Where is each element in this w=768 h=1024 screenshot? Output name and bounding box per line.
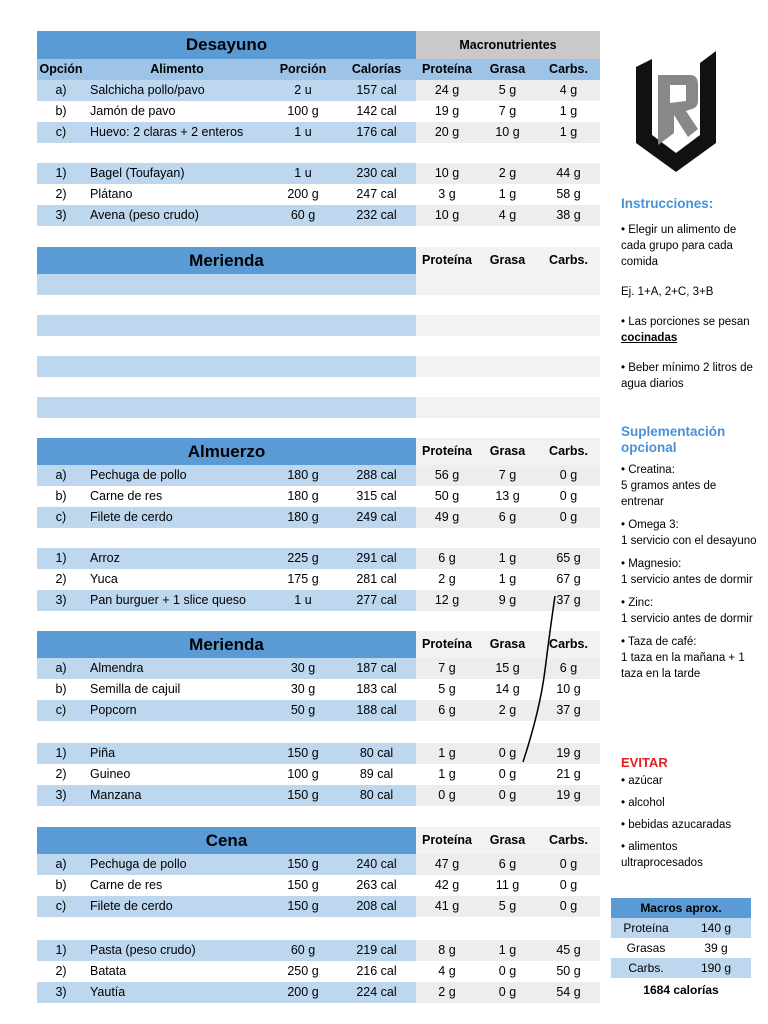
macros-value: 190 g	[700, 961, 732, 975]
supplement-item	[621, 556, 761, 588]
carbs-cell: 1 g	[559, 104, 578, 118]
table-row	[37, 785, 600, 806]
supplement-dose: 1 servicio antes de dormir	[621, 574, 753, 586]
almuerzo-proteina-header: Proteína	[416, 438, 478, 465]
protein-cell: 8 g	[416, 940, 478, 961]
merienda1-empty-row	[37, 356, 600, 377]
calories-cell: 232 cal	[337, 205, 416, 226]
table-row	[37, 961, 600, 982]
protein-cell: 12 g	[416, 590, 478, 611]
protein-cell: 50 g	[434, 489, 460, 503]
option-cell: 1)	[37, 743, 85, 764]
carbs-cell: 10 g	[556, 682, 581, 696]
portion-cell: 150 g	[269, 854, 337, 875]
calories-cell: 247 cal	[356, 187, 397, 201]
carbs-cell: 4 g	[537, 80, 600, 101]
option-cell: 2)	[55, 964, 67, 978]
table-row	[37, 764, 600, 785]
protein-cell: 56 g	[416, 465, 478, 486]
portion-cell: 2 u	[269, 80, 337, 101]
portion-cell: 200 g	[269, 982, 337, 1003]
supplement-name: • Creatina:	[621, 464, 675, 476]
col-porcion: Porción	[279, 62, 327, 76]
protein-cell: 4 g	[438, 964, 456, 978]
instruction-2	[621, 314, 761, 346]
merienda1-carbs-header: Carbs.	[537, 247, 600, 274]
carbs-cell: 37 g	[537, 590, 600, 611]
food-cell: Pechuga de pollo	[85, 465, 269, 486]
fat-cell: 0 g	[478, 743, 537, 764]
merienda1-empty-row	[37, 315, 600, 336]
food-cell: Semilla de cajuil	[90, 682, 181, 696]
table-row	[37, 940, 600, 961]
option-cell: b)	[55, 104, 67, 118]
supplement-name: • Zinc:	[621, 597, 654, 609]
calories-cell: 208 cal	[337, 896, 416, 917]
fat-cell: 0 g	[478, 982, 537, 1003]
calories-cell: 183 cal	[356, 682, 397, 696]
food-cell: Popcorn	[85, 700, 269, 721]
macros-label: Carbs.	[628, 961, 664, 975]
instruction-example: Ej. 1+A, 2+C, 3+B	[621, 286, 714, 298]
protein-cell: 2 g	[438, 572, 456, 586]
fat-cell: 1 g	[478, 548, 537, 569]
portion-cell: 30 g	[290, 682, 316, 696]
col-calorias: Calorías	[351, 62, 402, 76]
option-cell: a)	[37, 465, 85, 486]
portion-cell: 250 g	[287, 964, 319, 978]
table-row	[37, 163, 600, 184]
portion-cell: 100 g	[287, 104, 319, 118]
calories-cell: 291 cal	[337, 548, 416, 569]
carbs-cell: 65 g	[537, 548, 600, 569]
protein-cell: 7 g	[416, 658, 478, 679]
option-cell: 2)	[55, 767, 67, 781]
merienda1-empty-row	[37, 274, 600, 295]
option-cell: c)	[37, 896, 85, 917]
almuerzo-grasa-header: Grasa	[478, 438, 537, 465]
protein-cell: 2 g	[416, 982, 478, 1003]
supplement-item	[621, 634, 761, 682]
portion-cell: 30 g	[269, 658, 337, 679]
desayuno-title: Desayuno	[37, 31, 416, 59]
col-grasa: Grasa	[489, 62, 526, 76]
carbs-cell: 0 g	[537, 896, 600, 917]
calories-cell: 188 cal	[337, 700, 416, 721]
carbs-cell: 19 g	[537, 743, 600, 764]
option-cell: a)	[37, 80, 85, 101]
protein-cell: 19 g	[434, 104, 460, 118]
macros-label: Proteína	[623, 921, 669, 935]
food-cell: Arroz	[85, 548, 269, 569]
option-cell: c)	[37, 507, 85, 528]
merienda2-proteina-header: Proteína	[416, 631, 478, 658]
supplement-dose: 1 taza en la mañana + 1 taza en la tarde	[621, 652, 745, 680]
avoid-item: • azúcar	[621, 775, 663, 787]
fat-cell: 13 g	[495, 489, 520, 503]
macros-label: Grasas	[626, 941, 666, 955]
protein-cell: 10 g	[416, 205, 478, 226]
protein-cell: 20 g	[416, 122, 478, 143]
calories-cell: 216 cal	[356, 964, 397, 978]
option-cell: 3)	[37, 590, 85, 611]
food-cell: Plátano	[90, 187, 133, 201]
calories-cell: 89 cal	[359, 767, 394, 781]
food-cell: Salchicha pollo/pavo	[85, 80, 269, 101]
carbs-cell: 67 g	[556, 572, 581, 586]
col-alimento: Alimento	[150, 62, 204, 76]
portion-cell: 180 g	[269, 465, 337, 486]
food-cell: Bagel (Toufayan)	[85, 163, 269, 184]
food-cell: Piña	[85, 743, 269, 764]
merienda2-carbs-header: Carbs.	[537, 631, 600, 658]
food-cell: Carne de res	[90, 878, 163, 892]
calories-cell: 187 cal	[337, 658, 416, 679]
portion-cell: 1 u	[269, 163, 337, 184]
calories-cell: 249 cal	[337, 507, 416, 528]
portion-cell: 100 g	[287, 767, 319, 781]
option-cell: b)	[55, 489, 67, 503]
calories-cell: 277 cal	[337, 590, 416, 611]
option-cell: 3)	[37, 205, 85, 226]
merienda1-title: Merienda	[37, 247, 416, 274]
instruction-2-text: • Las porciones se pesan	[621, 316, 750, 328]
carbs-cell: 58 g	[556, 187, 581, 201]
calories-cell: 80 cal	[337, 743, 416, 764]
supplement-dose: 5 gramos antes de entrenar	[621, 480, 717, 508]
fat-cell: 4 g	[478, 205, 537, 226]
instructions-title: Instrucciones:	[621, 196, 714, 211]
fat-cell: 14 g	[495, 682, 520, 696]
macros-value: 39 g	[704, 941, 728, 955]
table-row	[37, 465, 600, 486]
merienda1-grasa-header: Grasa	[478, 247, 537, 274]
pen-stroke	[515, 590, 565, 765]
portion-cell: 60 g	[269, 205, 337, 226]
carbs-cell: 38 g	[537, 205, 600, 226]
food-cell: Pechuga de pollo	[85, 854, 269, 875]
calories-cell: 142 cal	[356, 104, 397, 118]
food-cell: Almendra	[85, 658, 269, 679]
merienda1-proteina-header: Proteína	[416, 247, 478, 274]
table-row	[37, 982, 600, 1003]
calories-cell: 230 cal	[337, 163, 416, 184]
fat-cell: 5 g	[478, 80, 537, 101]
instruction-2-underlined: cocinadas	[621, 332, 678, 344]
macronutrientes-header: Macronutrientes	[416, 31, 600, 59]
option-cell: 2)	[55, 187, 67, 201]
option-cell: a)	[37, 854, 85, 875]
avoid-panel	[621, 755, 761, 877]
portion-cell: 150 g	[269, 896, 337, 917]
macros-title: Macros aprox.	[611, 898, 751, 918]
option-cell: c)	[37, 700, 85, 721]
food-cell: Jamón de pavo	[90, 104, 176, 118]
table-row	[37, 486, 600, 507]
carbs-cell: 44 g	[537, 163, 600, 184]
table-row	[37, 101, 600, 122]
supplement-name: • Magnesio:	[621, 558, 682, 570]
macros-row	[611, 938, 751, 958]
carbs-cell: 19 g	[537, 785, 600, 806]
portion-cell: 200 g	[287, 187, 319, 201]
supplement-dose: 1 servicio antes de dormir	[621, 613, 753, 625]
option-cell: b)	[55, 878, 67, 892]
avoid-item: • alimentos ultraprocesados	[621, 841, 703, 869]
protein-cell: 10 g	[416, 163, 478, 184]
protein-cell: 1 g	[416, 743, 478, 764]
supplement-name: • Omega 3:	[621, 519, 679, 531]
carbs-cell: 0 g	[537, 854, 600, 875]
instructions-panel	[621, 196, 761, 392]
protein-cell: 6 g	[416, 548, 478, 569]
fat-cell: 15 g	[478, 658, 537, 679]
option-cell: 1)	[37, 163, 85, 184]
table-row	[37, 507, 600, 528]
protein-cell: 1 g	[438, 767, 456, 781]
portion-cell: 225 g	[269, 548, 337, 569]
cena-proteina-header: Proteína	[416, 827, 478, 854]
carbs-cell: 50 g	[556, 964, 581, 978]
macros-row	[611, 918, 751, 938]
supplement-item	[621, 462, 761, 510]
food-cell: Yautía	[85, 982, 269, 1003]
portion-cell: 180 g	[287, 489, 319, 503]
table-row	[37, 548, 600, 569]
table-row	[37, 896, 600, 917]
supplement-item	[621, 595, 761, 627]
macros-value: 140 g	[700, 921, 732, 935]
carbs-cell: 37 g	[537, 700, 600, 721]
portion-cell: 1 u	[269, 122, 337, 143]
calories-cell: 240 cal	[337, 854, 416, 875]
cena-carbs-header: Carbs.	[537, 827, 600, 854]
calories-cell: 315 cal	[356, 489, 397, 503]
option-cell: 2)	[55, 572, 67, 586]
table-row	[37, 569, 600, 590]
calories-cell: 281 cal	[356, 572, 397, 586]
fat-cell: 6 g	[478, 854, 537, 875]
cena-title: Cena	[37, 827, 416, 854]
food-cell: Yuca	[90, 572, 118, 586]
avoid-item: • alcohol	[621, 797, 665, 809]
portion-cell: 180 g	[269, 507, 337, 528]
food-cell: Guineo	[90, 767, 131, 781]
supplement-dose: 1 servicio con el desayuno	[621, 535, 757, 547]
food-cell: Avena (peso crudo)	[85, 205, 269, 226]
avoid-title: EVITAR	[621, 755, 668, 770]
fat-cell: 11 g	[495, 878, 520, 892]
carbs-cell: 45 g	[537, 940, 600, 961]
table-row	[37, 875, 600, 896]
calories-cell: 224 cal	[337, 982, 416, 1003]
almuerzo-title: Almuerzo	[37, 438, 416, 465]
fat-cell: 9 g	[478, 590, 537, 611]
fat-cell: 10 g	[478, 122, 537, 143]
table-row	[37, 184, 600, 205]
supplement-name: • Taza de café:	[621, 636, 697, 648]
macros-total: 1684 calorías	[643, 983, 719, 997]
instruction-3: • Beber mínimo 2 litros de agua diarios	[621, 362, 753, 390]
fat-cell: 1 g	[498, 572, 517, 586]
food-cell: Pasta (peso crudo)	[85, 940, 269, 961]
food-cell: Pan burguer + 1 slice queso	[85, 590, 269, 611]
option-cell: a)	[37, 658, 85, 679]
protein-cell: 5 g	[438, 682, 456, 696]
fat-cell: 2 g	[478, 163, 537, 184]
portion-cell: 1 u	[269, 590, 337, 611]
carbs-cell: 6 g	[537, 658, 600, 679]
almuerzo-carbs-header: Carbs.	[537, 438, 600, 465]
macros-row	[611, 958, 751, 978]
col-proteina: Proteína	[421, 62, 472, 76]
carbs-cell: 0 g	[537, 465, 600, 486]
fat-cell: 0 g	[498, 767, 517, 781]
calories-cell: 157 cal	[337, 80, 416, 101]
portion-cell: 150 g	[269, 785, 337, 806]
merienda2-title: Merienda	[37, 631, 416, 658]
portion-cell: 60 g	[269, 940, 337, 961]
fat-cell: 2 g	[478, 700, 537, 721]
merienda1-empty-row	[37, 397, 600, 418]
option-cell: b)	[55, 682, 67, 696]
calories-cell: 80 cal	[337, 785, 416, 806]
option-cell: 3)	[37, 785, 85, 806]
table-row	[37, 854, 600, 875]
merienda2-grasa-header: Grasa	[478, 631, 537, 658]
supplements-title: Suplementación opcional	[621, 424, 726, 455]
col-carbs: Carbs.	[549, 62, 588, 76]
option-cell: 1)	[37, 548, 85, 569]
shield-r-logo-icon	[630, 45, 722, 175]
portion-cell: 150 g	[287, 878, 319, 892]
avoid-item: • bebidas azucaradas	[621, 819, 732, 831]
option-cell: 1)	[37, 940, 85, 961]
fat-cell: 0 g	[478, 785, 537, 806]
instruction-1: • Elegir un alimento de cada grupo para cada comida	[621, 224, 737, 268]
protein-cell: 41 g	[416, 896, 478, 917]
fat-cell: 1 g	[478, 940, 537, 961]
carbs-cell: 0 g	[537, 507, 600, 528]
carbs-cell: 54 g	[537, 982, 600, 1003]
calories-cell: 288 cal	[337, 465, 416, 486]
protein-cell: 0 g	[416, 785, 478, 806]
food-cell: Huevo: 2 claras + 2 enteros	[85, 122, 269, 143]
protein-cell: 49 g	[416, 507, 478, 528]
fat-cell: 5 g	[478, 896, 537, 917]
option-cell: c)	[37, 122, 85, 143]
food-cell: Filete de cerdo	[85, 507, 269, 528]
food-cell: Batata	[90, 964, 127, 978]
food-cell: Manzana	[85, 785, 269, 806]
food-cell: Carne de res	[90, 489, 163, 503]
food-cell: Filete de cerdo	[85, 896, 269, 917]
carbs-cell: 21 g	[556, 767, 581, 781]
fat-cell: 7 g	[498, 104, 517, 118]
option-cell: 3)	[37, 982, 85, 1003]
carbs-cell: 1 g	[537, 122, 600, 143]
table-row	[37, 205, 600, 226]
protein-cell: 42 g	[434, 878, 460, 892]
protein-cell: 6 g	[416, 700, 478, 721]
fat-cell: 7 g	[478, 465, 537, 486]
supplement-item	[621, 517, 761, 549]
fat-cell: 1 g	[498, 187, 517, 201]
supplements-panel	[621, 424, 761, 689]
calories-cell: 263 cal	[356, 878, 397, 892]
fat-cell: 6 g	[478, 507, 537, 528]
portion-cell: 150 g	[269, 743, 337, 764]
protein-cell: 47 g	[416, 854, 478, 875]
portion-cell: 175 g	[287, 572, 319, 586]
table-row	[37, 122, 600, 143]
calories-cell: 219 cal	[337, 940, 416, 961]
calories-cell: 176 cal	[337, 122, 416, 143]
protein-cell: 24 g	[416, 80, 478, 101]
portion-cell: 50 g	[269, 700, 337, 721]
table-row	[37, 80, 600, 101]
cena-grasa-header: Grasa	[478, 827, 537, 854]
carbs-cell: 0 g	[559, 878, 578, 892]
col-opcion: Opción	[39, 62, 83, 76]
protein-cell: 3 g	[438, 187, 456, 201]
carbs-cell: 0 g	[559, 489, 578, 503]
fat-cell: 0 g	[498, 964, 517, 978]
